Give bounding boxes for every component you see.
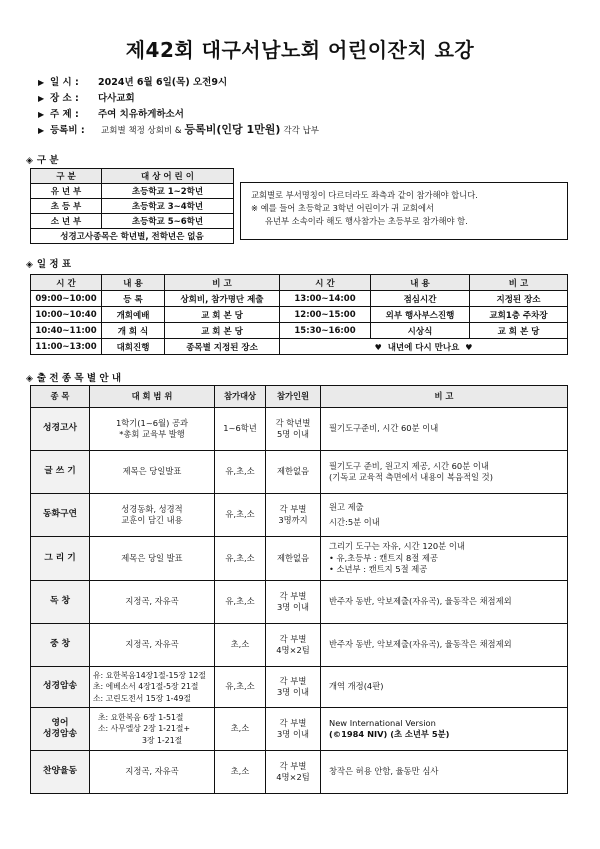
table-cell (321, 537, 568, 581)
table-cell: 비 고 (165, 275, 280, 291)
cell-text: 소: 고린도전서 15장 1-49절 (93, 693, 191, 703)
table-row (31, 408, 568, 451)
cell-text: *총회 교육부 발행 (119, 429, 185, 439)
table-cell (266, 581, 321, 624)
cell-text: 3명까지 (278, 515, 308, 525)
schedule-table (30, 274, 568, 355)
table-cell (90, 667, 215, 708)
diamond-bullet-icon: ◈ (26, 156, 33, 166)
cell-text: 소: 사무엘상 2장 1-21절+ (98, 724, 190, 734)
cell-text: New International Version (329, 717, 436, 728)
table-cell: 유 년 부 (31, 184, 102, 199)
page-title: 제42회 대구서남노회 어린이잔치 요강 (125, 38, 475, 62)
table-cell: 성경암송 (31, 667, 90, 708)
table-cell: 글 쓰 기 (31, 451, 90, 494)
table-cell: 유,초,소 (215, 581, 266, 624)
table-cell (266, 751, 321, 794)
table-cell (90, 494, 215, 537)
table-cell (266, 451, 321, 494)
table-cell: 대 회 범 위 (90, 386, 215, 408)
table-cell: 비 고 (321, 386, 568, 408)
cell-text: 초: 에베소서 4장1절-5장 21절 (93, 682, 199, 692)
table-row (31, 624, 568, 667)
table-cell (321, 708, 568, 751)
cell-text: 각 부별 (279, 503, 307, 514)
table-cell: 지정된 장소 (470, 291, 568, 307)
table-cell: 비 고 (470, 275, 568, 291)
table-cell (321, 751, 568, 794)
diamond-bullet-icon: ◈ (26, 374, 33, 384)
table-footer-row (31, 229, 234, 244)
info-date: ▶ 일 시 : 2024년 6월 6일(목) 오전9시 (38, 77, 228, 88)
table-cell (266, 408, 321, 451)
cell-text: 1학기(1~6월) 공과 (116, 417, 188, 428)
table-cell: 종목별 지정된 장소 (165, 339, 280, 355)
events-table (30, 385, 568, 794)
table-cell (90, 708, 215, 751)
arrow-bullet-icon: ▶ (38, 78, 45, 87)
table-cell: 초등학교 1~2학년 (102, 184, 234, 199)
table-row (31, 708, 568, 751)
cell-text: 제목은 당일발표 (122, 466, 182, 477)
cell-text: 제한없음 (276, 466, 310, 477)
table-cell: 12:00~15:00 (280, 307, 371, 323)
cell-text: • 소년부 : 캔트지 5절 제공 (329, 564, 428, 575)
cell-text: 각 부별 (279, 717, 307, 728)
info-place: ▶ 장 소 : 다사교회 (38, 93, 135, 104)
table-row (31, 214, 234, 229)
table-cell: 유,초,소 (215, 667, 266, 708)
cell-text: 4명×2팀 (276, 645, 310, 655)
table-cell: 15:30~16:00 (280, 323, 371, 339)
table-cell: 중 창 (31, 624, 90, 667)
table-cell: 초,소 (215, 708, 266, 751)
table-cell: 초,소 (215, 624, 266, 667)
cell-text: 필기도구 준비, 원고지 제공, 시간 60분 이내 (329, 460, 489, 471)
table-cell: 초등학교 5~6학년 (102, 214, 234, 229)
table-cell: 참가인원 (266, 386, 321, 408)
cell-text: 반주자 동반, 악보제출(자유곡), 율동작은 채점제외 (329, 596, 512, 607)
diamond-bullet-icon: ◈ (26, 260, 33, 270)
cell-text: 초: 요한복음 6장 1-51절 (98, 712, 184, 722)
cell-text: 3명 이내 (277, 602, 309, 612)
table-cell (321, 624, 568, 667)
cell-text: 4명×2팀 (276, 772, 310, 782)
cell-text: 개역 개정(4판) (329, 681, 384, 692)
cell-text: 3장 1-21절 (142, 735, 183, 745)
table-cell: 성경고사 (31, 408, 90, 451)
table-cell (266, 494, 321, 537)
cell-text: 시간:5분 이내 (329, 516, 380, 527)
table-cell (321, 494, 568, 537)
section-heading-events: ◈ 출 전 종 목 별 안 내 (26, 373, 122, 384)
arrow-bullet-icon: ▶ (38, 94, 45, 103)
table-row (31, 307, 568, 323)
table-header-row (31, 386, 568, 408)
table-cell: 교회1층 주차장 (470, 307, 568, 323)
info-theme: ▶ 주 제 : 주여 치유하게하소서 (38, 109, 184, 120)
table-row (31, 323, 568, 339)
division-table (30, 168, 234, 244)
table-cell (90, 624, 215, 667)
table-cell: 독 창 (31, 581, 90, 624)
table-row (31, 537, 568, 581)
table-cell (266, 537, 321, 581)
table-cell: 13:00~14:00 (280, 291, 371, 307)
table-cell: 등 록 (102, 291, 165, 307)
table-cell (321, 408, 568, 451)
table-cell: 유,초,소 (215, 537, 266, 581)
table-cell (266, 667, 321, 708)
cell-text: 창작은 허용 안함, 율동만 심사 (329, 766, 439, 777)
section-heading-division: ◈ 구 분 (26, 155, 59, 166)
cell-text: (©1984 NIV) (초 소년부 5분) (329, 729, 450, 739)
col-header: 대 상 어 린 이 (102, 169, 234, 184)
table-cell: 교 회 본 당 (470, 323, 568, 339)
table-cell: 10:00~10:40 (31, 307, 102, 323)
table-cell (90, 581, 215, 624)
cell-text: 지정곡, 자유곡 (125, 596, 179, 607)
table-row (31, 751, 568, 794)
table-cell: 10:40~11:00 (31, 323, 102, 339)
cell-text: 각 학년별 (275, 417, 311, 428)
cell-text: 그리기 도구는 자유, 시간 120분 이내 (329, 541, 465, 552)
col-header: 구 분 (31, 169, 102, 184)
table-cell: 영어 성경암송 (31, 708, 90, 751)
table-cell: 그 리 기 (31, 537, 90, 581)
table-cell (90, 408, 215, 451)
cell-text: (기독교 교육적 측면에서 내용이 복음적일 것) (329, 472, 493, 482)
table-header-row (31, 275, 568, 291)
table-row (31, 291, 568, 307)
table-cell (321, 667, 568, 708)
table-cell: 시상식 (371, 323, 470, 339)
table-cell (321, 451, 568, 494)
table-cell (90, 751, 215, 794)
cell-text: 교훈이 담긴 내용 (121, 515, 183, 525)
table-cell: 참가대상 (215, 386, 266, 408)
table-row (31, 667, 568, 708)
table-row (31, 184, 234, 199)
cell-text: 반주자 동반, 악보제출(자유곡), 율동작은 채점제외 (329, 639, 512, 650)
table-cell (90, 537, 215, 581)
cell-text: 3명 이내 (277, 687, 309, 697)
table-cell: 초,소 (215, 751, 266, 794)
cell-text: 필기도구준비, 시간 60분 이내 (329, 423, 439, 434)
cell-text: 각 부별 (279, 675, 307, 686)
table-row (31, 451, 568, 494)
table-row (31, 581, 568, 624)
table-cell: 시 간 (280, 275, 371, 291)
cell-text: 제목은 당일 발표 (121, 552, 183, 563)
table-header-row (31, 169, 234, 184)
table-cell: 시 간 (31, 275, 102, 291)
table-cell: 11:00~13:00 (31, 339, 102, 355)
table-cell: 교 회 본 당 (165, 323, 280, 339)
heart-icon: ♥ (465, 342, 473, 352)
table-cell: 찬양율동 (31, 751, 90, 794)
table-row (31, 339, 568, 355)
arrow-bullet-icon: ▶ (38, 110, 45, 119)
division-note: 교회별로 부서명칭이 다르더라도 좌측과 같이 참가해야 합니다. ※ 예를 들어 초등학교 3학년 어린이가 귀 교회에서 유년부 소속이라 해도 행사참가는 초등부로 참가해야 함. (240, 182, 568, 240)
cell-text: 각 부별 (279, 760, 307, 771)
info-fee: ▶ 등록비 : 교회별 책정 상회비 & 등록비(인당 1만원) 각각 납부 (38, 123, 319, 136)
cell-text: 원고 제출 (329, 502, 364, 512)
arrow-bullet-icon: ▶ (38, 126, 45, 135)
cell-text: 지정곡, 자유곡 (125, 639, 179, 650)
table-cell: 대회진행 (102, 339, 165, 355)
cell-text: 각 부별 (279, 590, 307, 601)
table-cell (90, 451, 215, 494)
table-cell: 상회비, 참가명단 제출 (165, 291, 280, 307)
heart-icon: ♥ (374, 342, 382, 352)
section-heading-schedule: ◈ 일 정 표 (26, 259, 72, 270)
table-cell: 1~6학년 (215, 408, 266, 451)
table-cell (321, 581, 568, 624)
cell-text: 5명 이내 (277, 429, 309, 439)
table-cell: 유,초,소 (215, 494, 266, 537)
table-cell: 동화구연 (31, 494, 90, 537)
cell-text: 유: 요한복음14장1절-15장 12절 (93, 670, 206, 680)
table-cell: 개 회 식 (102, 323, 165, 339)
table-row (31, 494, 568, 537)
table-row (31, 199, 234, 214)
table-cell: 초 등 부 (31, 199, 102, 214)
table-cell: 초등학교 3~4학년 (102, 199, 234, 214)
cell-text: 제한없음 (276, 552, 310, 563)
table-cell: 유,초,소 (215, 451, 266, 494)
cell-text: • 유,초등부 : 캔트지 8절 제공 (329, 552, 438, 563)
table-cell: 내 용 (102, 275, 165, 291)
closing-message: ♥ 내년에 다시 만나요 ♥ (280, 339, 568, 355)
cell-text: 지정곡, 자유곡 (125, 766, 179, 777)
table-cell: 점심시간 (371, 291, 470, 307)
table-cell: 개회예배 (102, 307, 165, 323)
table-cell: 교 회 본 당 (165, 307, 280, 323)
table-cell (266, 708, 321, 751)
table-cell: 성경고사종목은 학년별, 전학년은 없음 (31, 229, 234, 244)
cell-text: 각 부별 (279, 633, 307, 644)
table-cell (266, 624, 321, 667)
table-cell: 외부 행사부스진행 (371, 307, 470, 323)
table-cell: 종 목 (31, 386, 90, 408)
table-cell: 소 년 부 (31, 214, 102, 229)
cell-text: 성경동화, 성경적 (121, 503, 183, 514)
cell-text: 3명 이내 (277, 729, 309, 739)
table-cell: 내 용 (371, 275, 470, 291)
table-cell: 09:00~10:00 (31, 291, 102, 307)
